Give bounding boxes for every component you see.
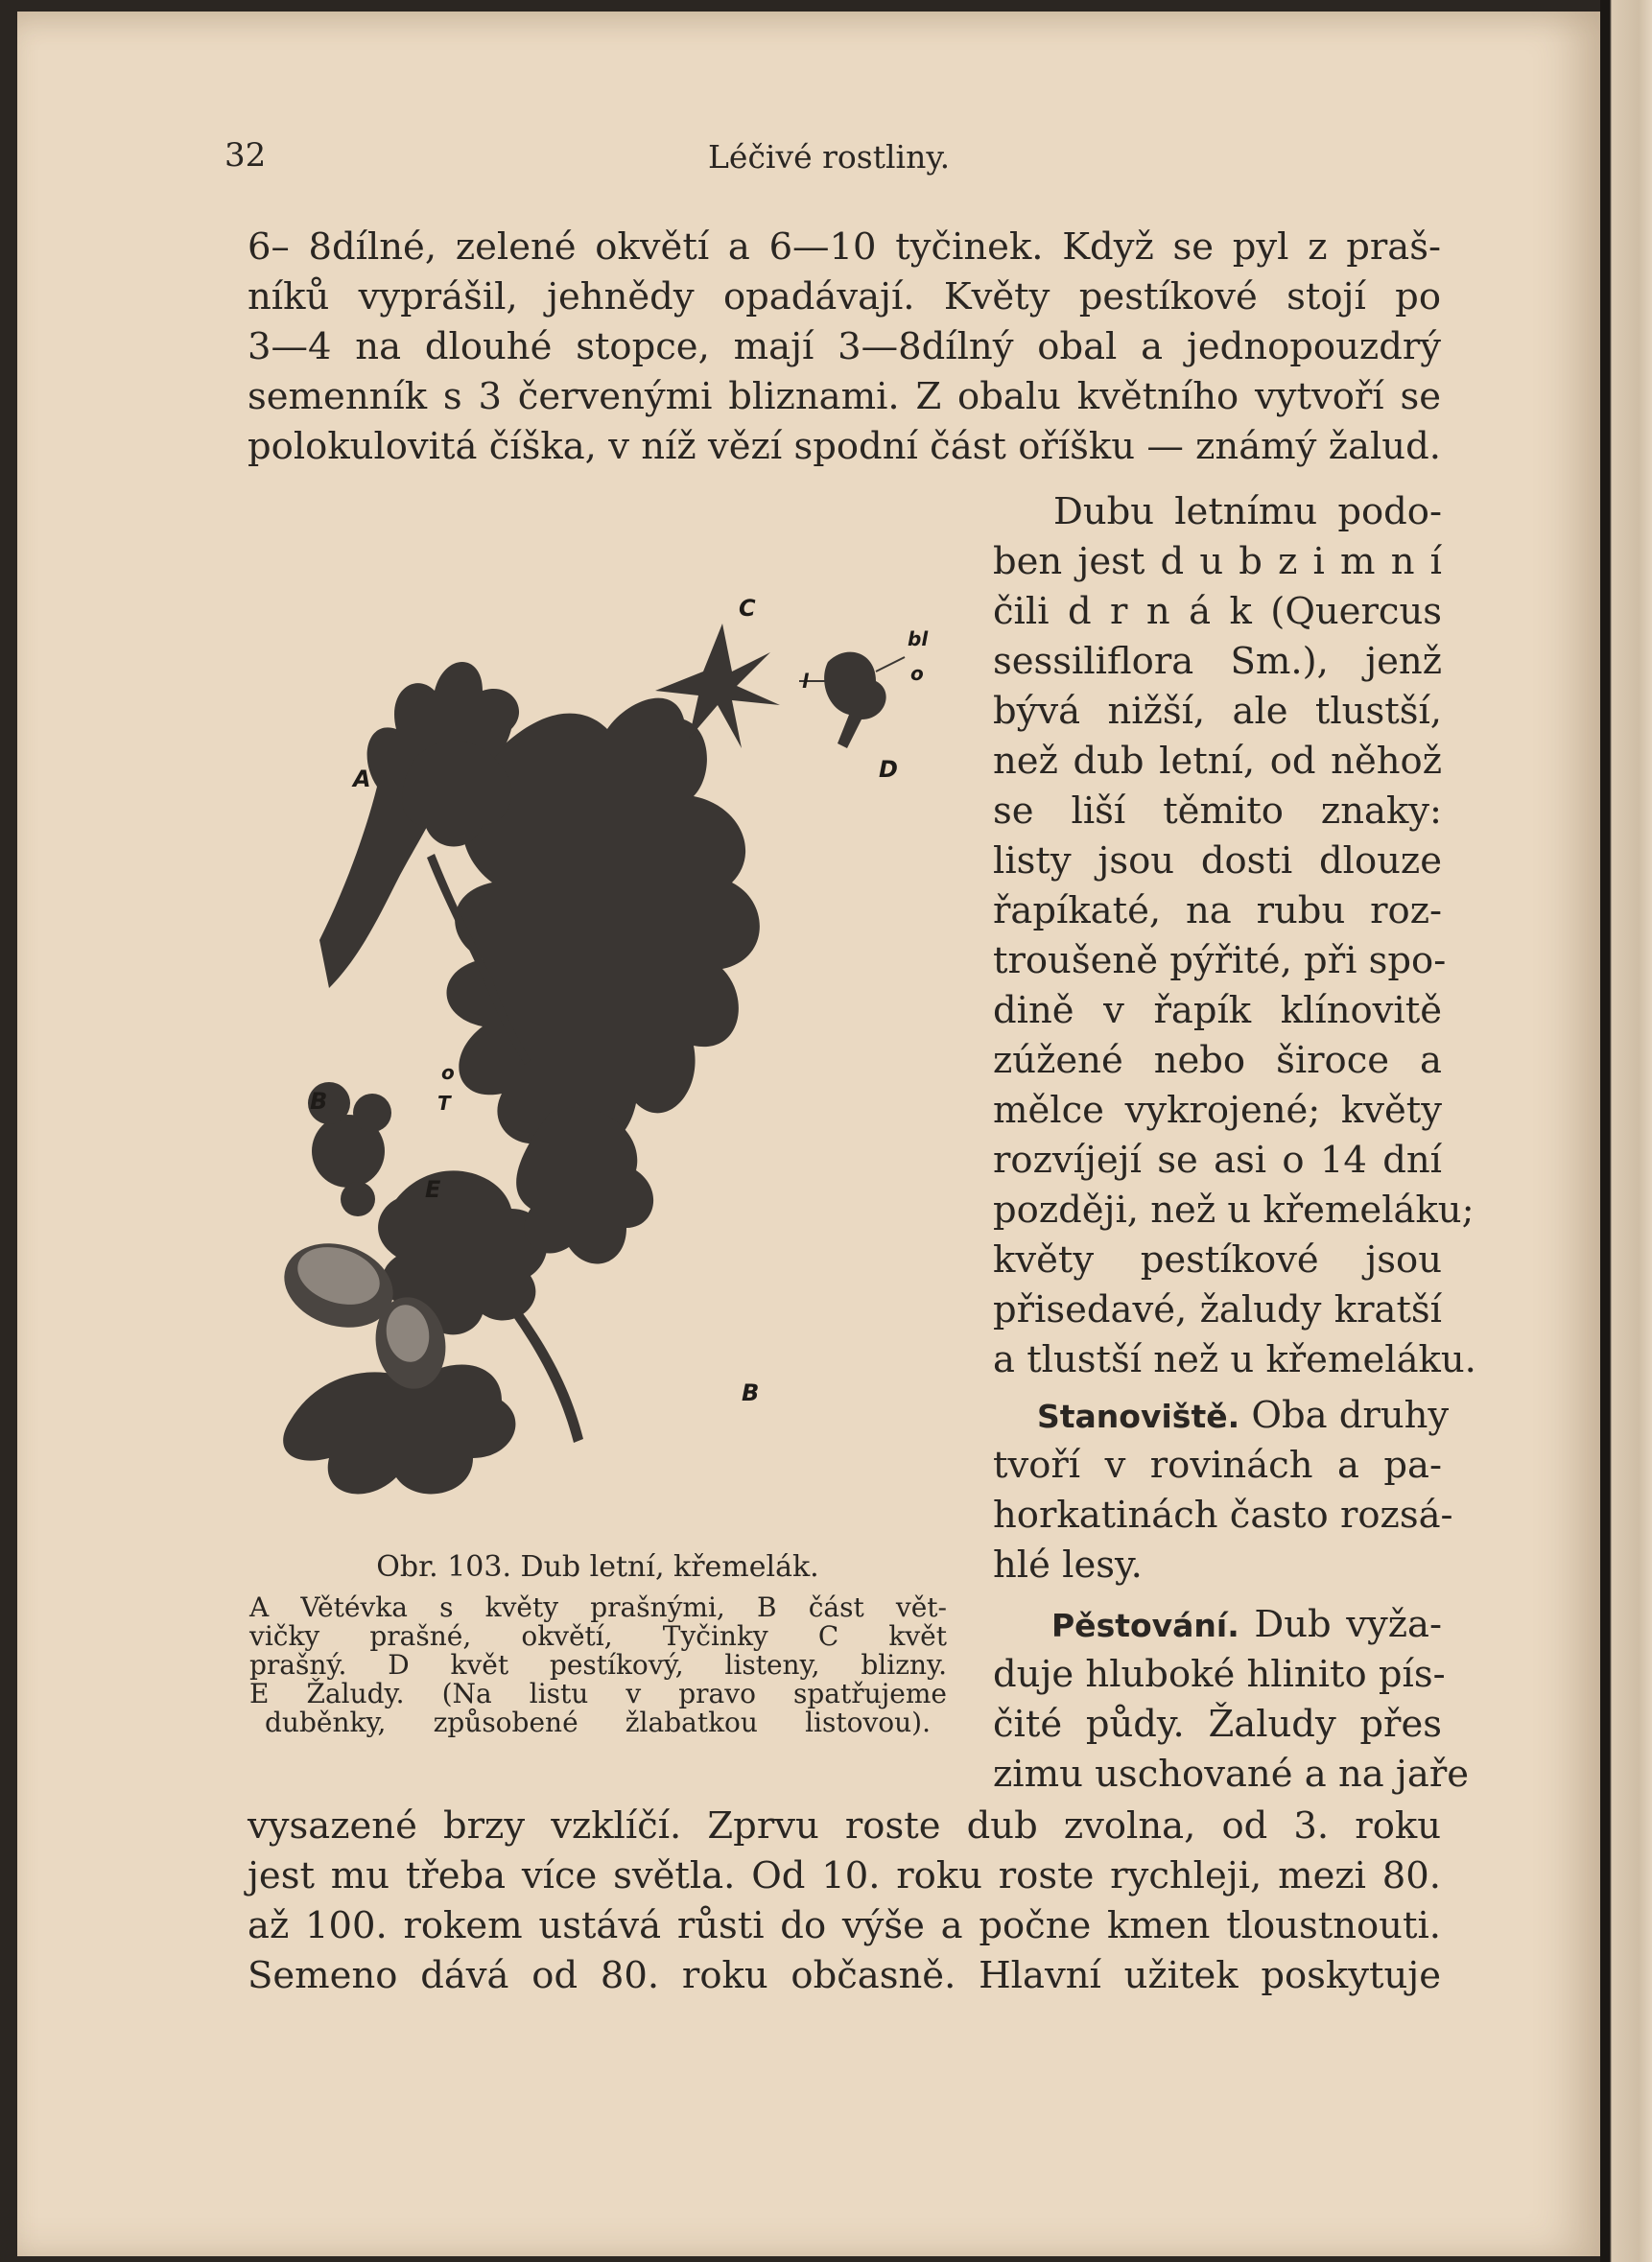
figure-label-e: E xyxy=(425,1176,441,1203)
column-line: čité půdy. Žaludy přes xyxy=(993,1703,1442,1746)
column-line: zúžené nebo široce a xyxy=(993,1039,1442,1082)
column-line: ben jest d u b z i m n í xyxy=(993,540,1442,583)
column-line: později, než u křemeláku; xyxy=(993,1189,1475,1232)
oak-illustration xyxy=(262,537,929,1516)
pestovani-first-line: Pěstování. Dub vyža- xyxy=(1051,1603,1442,1646)
column-line: přisedavé, žaludy kratší xyxy=(993,1288,1442,1331)
figure-label-bl: bl xyxy=(908,627,929,650)
column-line: bývá nižší, ale tlustší, xyxy=(993,690,1442,733)
column-line: zimu uschované a na jaře xyxy=(993,1753,1470,1796)
text-line: až 100. rokem ustává růsti do výše a počne kmen tloustnouti. xyxy=(248,1904,1441,1947)
text-line: jest mu třeba více světla. Od 10. roku roste rychleji, mezi 80. xyxy=(248,1854,1441,1897)
book-page xyxy=(17,12,1600,2256)
column-line: horkatinách často rozsá- xyxy=(993,1494,1453,1537)
figure-label-a: A xyxy=(353,766,371,792)
running-title: Léčivé rostliny. xyxy=(708,138,951,176)
stanoviste-first-line: Stanoviště. Oba druhy xyxy=(1037,1394,1450,1437)
figure-label-l: l xyxy=(802,670,809,693)
figure-caption-title: Obr. 103. Dub letní, křemelák. xyxy=(376,1550,819,1584)
figure-label-t: T xyxy=(437,1092,451,1115)
figure-label-b-lower: B xyxy=(742,1379,760,1406)
column-line: mělce vykrojené; květy xyxy=(993,1089,1442,1132)
figure-label-o: o xyxy=(910,662,924,685)
book-spine-edge xyxy=(1600,0,1652,2262)
text-line: vysazené brzy vzklíčí. Zprvu roste dub zvolna, od 3. roku xyxy=(248,1804,1441,1848)
column-line: a tlustší než u křemeláku. xyxy=(993,1338,1476,1381)
column-line: se liší těmito znaky: xyxy=(993,789,1442,833)
text-line: níků vyprášil, jehnědy opadávají. Květy pestíkové stojí po xyxy=(248,275,1441,318)
text-line: polokulovitá číška, v níž vězí spodní část oříšku — známý žalud. xyxy=(248,425,1441,468)
column-line: tvoří v rovinách a pa- xyxy=(993,1444,1442,1487)
column-line: listy jsou dosti dlouze xyxy=(993,839,1442,883)
text-line: 3—4 na dlouhé stopce, mají 3—8dílný obal a jednopouzdrý xyxy=(248,325,1441,368)
text-line: semenník s 3 červenými bliznami. Z obalu květního vytvoří se xyxy=(248,375,1441,418)
text-line: Semeno dává od 80. roku občasně. Hlavní užitek poskytuje xyxy=(248,1954,1441,1997)
flower-cluster xyxy=(353,1094,391,1132)
column-line: řapíkaté, na rubu roz- xyxy=(993,889,1442,932)
column-line: troušeně pýřité, při spo- xyxy=(993,939,1447,982)
stanoviste-heading: Stanoviště. xyxy=(1037,1398,1240,1435)
oak-leaf-lower-right xyxy=(516,1108,653,1264)
column-line: rozvíjejí se asi o 14 dní xyxy=(993,1139,1442,1182)
figure-caption-line: A Větévka s květy prašnými, B část vět- xyxy=(249,1591,947,1623)
flower-cluster xyxy=(341,1182,375,1216)
flower-d-pointer xyxy=(876,657,905,672)
column-line: sessiliflora Sm.), jenž xyxy=(993,640,1442,683)
column-line: Dubu letnímu podo- xyxy=(1053,490,1442,533)
figure-label-o-lower: o xyxy=(441,1061,455,1084)
figure-caption-line: duběnky, způsobené žlabatkou listovou). xyxy=(265,1707,931,1738)
text-line: 6– 8dílné, zelené okvětí a 6—10 tyčinek. Když se pyl z praš- xyxy=(248,225,1441,269)
column-line: čili d r n á k (Quercus xyxy=(993,590,1442,633)
column-line: duje hluboké hlinito pís- xyxy=(993,1653,1446,1696)
oak-branch-drawing xyxy=(262,537,919,1516)
page-number: 32 xyxy=(224,136,267,175)
figure-caption-line: prašný. D květ pestíkový, listeny, blizny. xyxy=(249,1649,947,1681)
flower-d xyxy=(824,652,886,748)
figure-label-d: D xyxy=(879,756,898,783)
figure-label-b: B xyxy=(310,1088,328,1115)
figure-caption-line: E Žaludy. (Na listu v pravo spatřujeme xyxy=(249,1678,947,1709)
column-line: než dub letní, od něhož xyxy=(993,740,1442,783)
column-line: hlé lesy. xyxy=(993,1543,1143,1587)
pestovani-heading: Pěstování. xyxy=(1051,1607,1239,1644)
column-line: květy pestíkové jsou xyxy=(993,1238,1442,1282)
figure-label-c: C xyxy=(739,595,756,622)
column-line: dině v řapík klínovitě xyxy=(993,989,1442,1032)
figure-caption-line: vičky prašné, okvětí, Tyčinky C květ xyxy=(249,1620,947,1652)
